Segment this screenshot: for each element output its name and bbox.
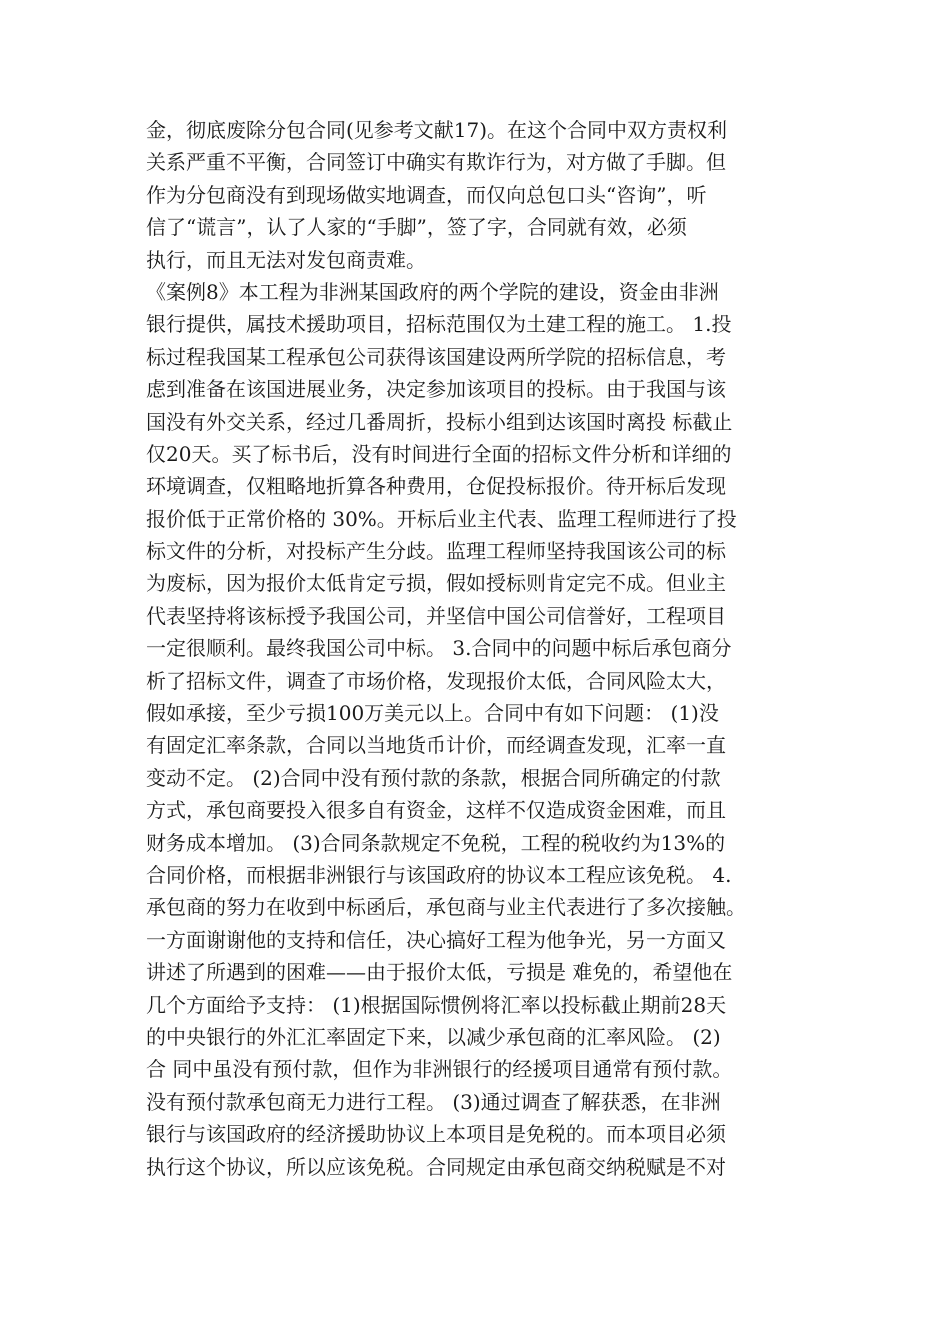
text-line: 承包商的努力在收到中标函后，承包商与业主代表进行了多次接触。	[146, 895, 746, 920]
text-line: 的中央银行的外汇汇率固定下来，以减少承包商的汇率风险。 (2)	[146, 1024, 721, 1049]
text-line: 标过程我国某工程承包公司获得该国建设两所学院的招标信息，考	[146, 344, 726, 369]
text-line: 信了“谎言”，认了人家的“手脚”，签了字，合同就有效，必须	[146, 215, 687, 240]
text-line: 讲述了所遇到的困难——由于报价太低，亏损是 难免的，希望他在	[146, 960, 733, 985]
text-line: 变动不定。 (2)合同中没有预付款的条款，根据合同所确定的付款	[146, 765, 721, 790]
text-line: 关系严重不平衡，合同签订中确实有欺诈行为，对方做了手脚。但	[146, 150, 726, 175]
text-line: 仅20天。买了标书后，没有时间进行全面的招标文件分析和详细的	[146, 441, 732, 466]
text-line: 执行，而且无法对发包商责难。	[146, 247, 426, 272]
text-line: 财务成本增加。 (3)合同条款规定不免税，工程的税收约为13%的	[146, 830, 726, 855]
text-line: 一方面谢谢他的支持和信任，决心搞好工程为他争光，另一方面又	[146, 927, 726, 952]
text-line: 合同价格，而根据非洲银行与该国政府的协议本工程应该免税。 4.	[146, 862, 732, 887]
text-line: 方式，承包商要投入很多自有资金，这样不仅造成资金困难，而且	[146, 798, 726, 823]
text-line: 虑到准备在该国进展业务，决定参加该项目的投标。由于我国与该	[146, 377, 726, 402]
text-line: 环境调查，仅粗略地折算各种费用，仓促投标报价。待开标后发现	[146, 474, 726, 499]
text-line: 合 同中虽没有预付款，但作为非洲银行的经援项目通常有预付款。	[146, 1057, 733, 1082]
body-text	[146, 114, 806, 1183]
text-line: 作为分包商没有到现场做实地调查，而仅向总包口头“咨询”，听	[146, 182, 707, 207]
text-line: 银行提供，属技术援助项目，招标范围仅为土建工程的施工。 1.投	[146, 312, 732, 337]
text-line: 析了招标文件，调查了市场价格，发现报价太低，合同风险太大，	[146, 668, 726, 693]
text-line: 几个方面给予支持： (1)根据国际惯例将汇率以投标截止期前28天	[146, 992, 727, 1017]
text-line: 执行这个协议，所以应该免税。合同规定由承包商交纳税赋是不对	[146, 1154, 726, 1179]
text-line: 国没有外交关系，经过几番周折，投标小组到达该国时离投 标截止	[146, 409, 733, 434]
text-line: 代表坚持将该标授予我国公司，并坚信中国公司信誉好，工程项目	[146, 603, 726, 628]
text-line: 没有预付款承包商无力进行工程。 (3)通过调查了解获悉，在非洲	[146, 1089, 721, 1114]
text-line: 银行与该国政府的经济援助协议上本项目是免税的。而本项目必须	[146, 1122, 726, 1147]
text-line: 《案例8》本工程为非洲某国政府的两个学院的建设，资金由非洲	[146, 279, 719, 304]
text-line: 为废标，因为报价太低肯定亏损，假如授标则肯定完不成。但业主	[146, 571, 726, 596]
text-line: 有固定汇率条款，合同以当地货币计价，而经调查发现，汇率一直	[146, 733, 726, 758]
text-line: 金，彻底废除分包合同(见参考文献17)。在这个合同中双方责权利	[146, 118, 728, 142]
text-line: 一定很顺利。最终我国公司中标。 3.合同中的问题中标后承包商分	[146, 636, 732, 661]
text-line: 标文件的分析，对投标产生分歧。监理工程师坚持我国该公司的标	[146, 539, 726, 564]
text-line: 报价低于正常价格的 30%。开标后业主代表、监理工程师进行了投	[146, 506, 737, 531]
text-line: 假如承接，至少亏损100万美元以上。合同中有如下问题： (1)没	[146, 701, 719, 726]
